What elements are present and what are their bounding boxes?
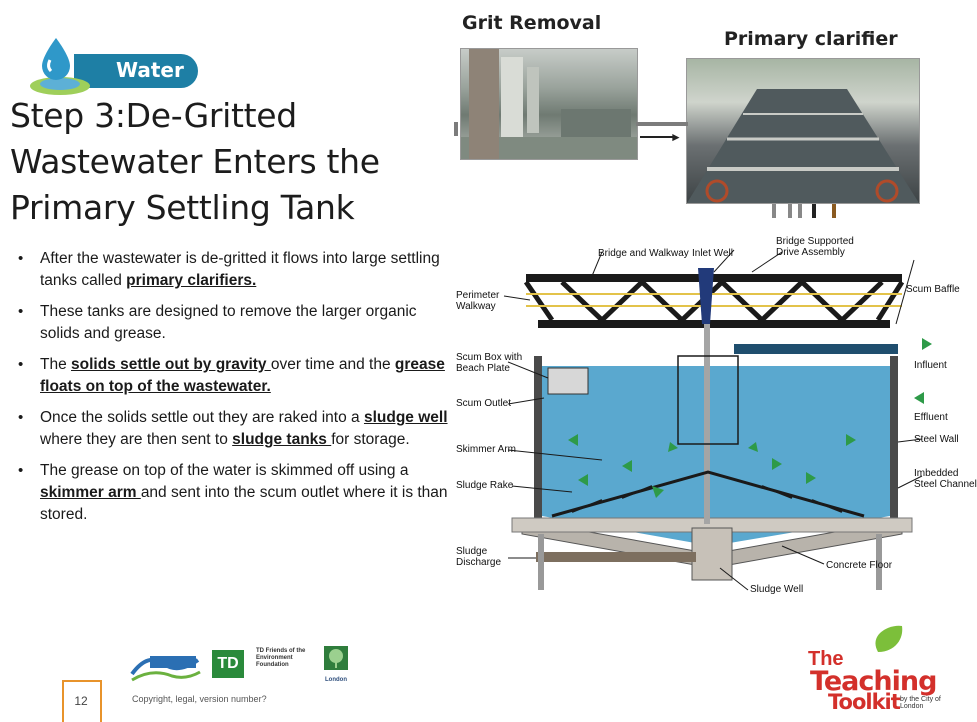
bullet-text: The <box>40 356 72 373</box>
bullet-highlight: sludge tanks <box>232 431 332 448</box>
grit-removal-photo <box>460 48 638 160</box>
label-scum-baffle: Scum Baffle <box>906 284 960 295</box>
grit-photo-art <box>461 49 637 159</box>
bullet-item <box>18 354 450 398</box>
connector-legs <box>772 204 838 218</box>
bullet-text: over time and the <box>270 356 395 373</box>
bullet-highlight: solids settle out by gravity <box>71 356 271 373</box>
bullet-item <box>18 248 450 292</box>
td-logo: TD <box>212 650 244 678</box>
clarifier-diagram-art <box>452 228 960 610</box>
bullet-text: After the wastewater is de-gritted it flows into large settling tanks called <box>40 250 440 289</box>
td-foundation-text: TD Friends of the Environment Foundation <box>256 648 306 668</box>
london-logo <box>322 644 350 682</box>
label-imbedded-channel: Imbedded Steel Channel <box>914 468 977 490</box>
clarifier-photo-art <box>687 59 919 203</box>
grit-removal-caption: Grit Removal <box>462 12 602 34</box>
connector-line <box>636 122 688 126</box>
teaching-toolkit-logo <box>808 622 948 714</box>
label-concrete-floor: Concrete Floor <box>826 560 893 571</box>
bullet-text: and sent into the scum outlet where it is than stored. <box>40 484 448 523</box>
bullet-text: These tanks are designed to remove the larger organic solids and grease. <box>40 303 417 342</box>
flow-arrow-line <box>640 136 674 138</box>
bullet-list <box>18 248 450 535</box>
label-bridge-drive: Bridge Supported Drive Assembly <box>776 236 854 258</box>
bullet-highlight: sludge well <box>363 409 448 426</box>
bullet-text: Once the solids settle out they are raked into a <box>40 409 364 426</box>
primary-clarifier-caption: Primary clarifier <box>724 28 898 50</box>
london-text: London <box>325 677 347 683</box>
connector-line <box>454 122 458 136</box>
label-inlet-well: Inlet Well <box>692 248 733 259</box>
label-sludge-rake: Sludge Rake <box>456 480 514 491</box>
copyright-text: Copyright, legal, version number? <box>132 694 267 704</box>
ttk-by-city: by the City of London <box>900 696 941 710</box>
label-sludge-well: Sludge Well <box>750 584 804 595</box>
label-scum-box: Scum Box with Beach Plate <box>456 352 523 374</box>
ttk-the: The <box>808 648 844 670</box>
ttk-teaching: Teaching <box>810 666 937 697</box>
bullet-text: for storage. <box>331 431 410 448</box>
primary-clarifier-photo <box>686 58 920 204</box>
label-steel-wall: Steel Wall <box>914 434 959 445</box>
label-effluent: Effluent <box>914 412 948 423</box>
label-bridge-walkway: Bridge and Walkway <box>598 248 689 259</box>
water-drop-icon <box>26 36 96 98</box>
bullet-text: where they are then sent to <box>40 431 233 448</box>
clarifier-diagram <box>452 228 977 610</box>
bullet-highlight: grease floats on top of the wastewater. <box>40 356 445 395</box>
flow-arrow-icon: ► <box>670 130 682 144</box>
bullet-item <box>18 407 450 451</box>
slide-title: Step 3:De-Gritted Wastewater Enters the Primary Settling Tank <box>10 96 380 227</box>
water-badge <box>26 36 184 98</box>
valley-logo <box>128 646 202 682</box>
valley-logo-art <box>128 646 202 682</box>
bullet-item <box>18 460 450 526</box>
label-scum-outlet: Scum Outlet <box>456 398 512 409</box>
water-badge-label: Water <box>116 58 184 82</box>
label-perimeter-walkway: Perimeter Walkway <box>456 290 500 312</box>
page-number: 12 <box>74 694 88 708</box>
bullet-highlight: skimmer arm <box>40 484 141 501</box>
label-skimmer-arm: Skimmer Arm <box>456 444 516 455</box>
london-tree-icon <box>322 644 350 672</box>
ttk-toolkit: Toolkit <box>828 690 900 714</box>
bullet-item <box>18 301 450 345</box>
bullet-highlight: primary clarifiers. <box>126 272 257 289</box>
label-sludge-discharge: Sludge Discharge <box>456 546 502 568</box>
label-influent: Influent <box>914 360 947 371</box>
bullet-text: The grease on top of the water is skimmed off using a <box>40 462 409 479</box>
